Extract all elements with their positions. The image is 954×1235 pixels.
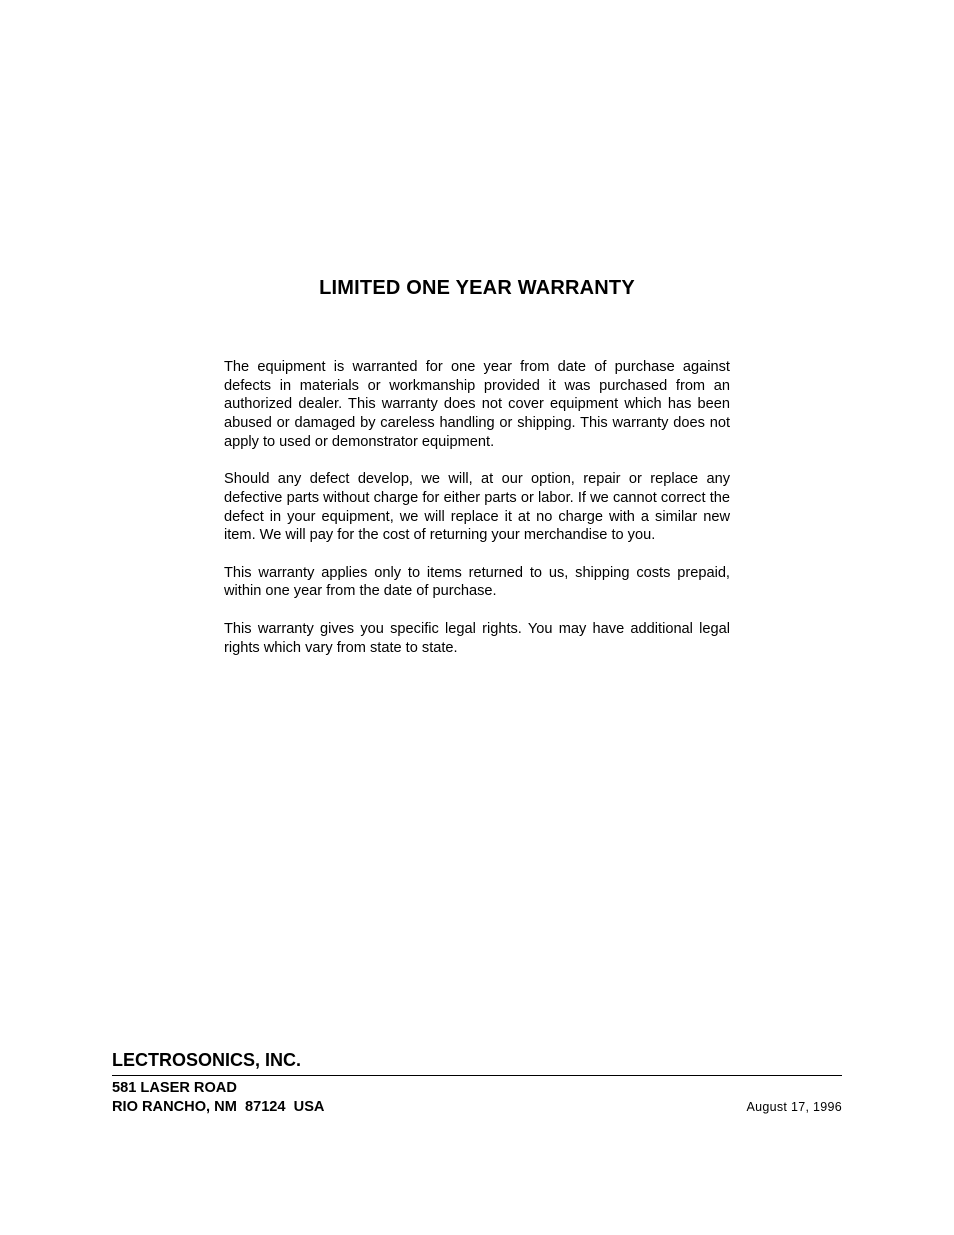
- document-date: August 17, 1996: [746, 1100, 842, 1114]
- address-street: 581 LASER ROAD: [112, 1080, 237, 1096]
- company-name: LECTROSONICS, INC.: [112, 1050, 302, 1070]
- address-city: RIO RANCHO, NM 87124 USA: [112, 1098, 325, 1115]
- company-address: [112, 1079, 324, 1116]
- warranty-body: [224, 358, 730, 676]
- warranty-paragraph-repair: Should any defect develop, we will, at our option, repair or replace any defective parts without charge for either parts or labor. If we cannot correct the defect in your equipment, we will replace it at no charge with a similar new item. We will pay for the cost of returning your merchandise to you.: [224, 471, 730, 544]
- warranty-paragraph-legal-rights: This warranty gives you specific legal rights. You may have additional legal rights which vary from state to state.: [224, 620, 730, 656]
- footer-divider: [112, 1075, 842, 1076]
- warranty-paragraph-returns: This warranty applies only to items returned to us, shipping costs prepaid, within one year from the date of purchase.: [224, 564, 730, 600]
- page-title: LIMITED ONE YEAR WARRANTY: [319, 277, 635, 299]
- warranty-paragraph-coverage: The equipment is warranted for one year from date of purchase against defects in materials or workmanship provided it was purchased from an authorized dealer. This warranty does not cover equipment which has been abused or damaged by careless handling or shipping. This warranty does not apply to used or demonstrator equipment.: [224, 359, 730, 450]
